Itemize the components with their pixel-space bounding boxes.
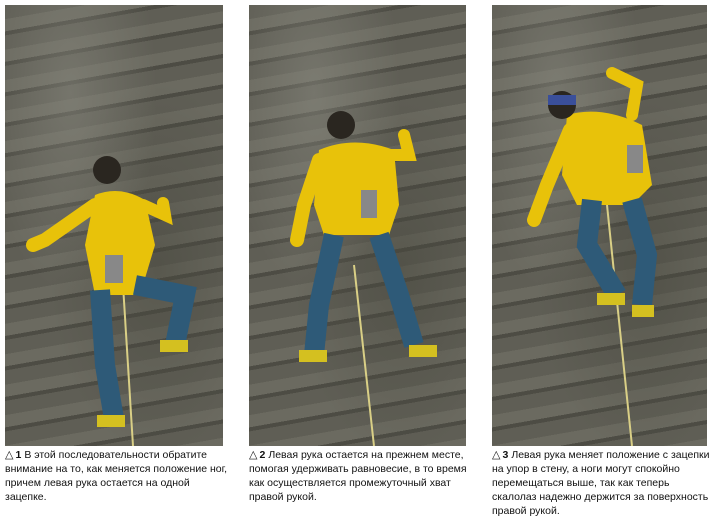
caption-number: 1: [15, 449, 22, 461]
climber-figure: [492, 5, 707, 446]
caption-text: Левая рука остается на прежнем месте, помогая удерживать равновесие, в то время как осуществляется промежуточный хват правой рукой.: [249, 449, 467, 503]
caption-2: [249, 448, 479, 504]
caption-number: 2: [259, 449, 266, 461]
climbing-photo-2: [249, 5, 466, 446]
triangle-icon: △: [5, 449, 14, 461]
caption-number: 3: [502, 449, 509, 461]
climbing-photo-3: [492, 5, 707, 446]
triangle-icon: △: [492, 449, 501, 461]
climbing-photo-1: [5, 5, 223, 446]
triangle-icon: △: [249, 449, 258, 461]
caption-1: [5, 448, 230, 504]
climber-figure: [249, 5, 466, 446]
climber-figure: [5, 5, 223, 446]
caption-text: на то, как меняется положение ног, причем левая рука остается на одной зацепке.: [5, 463, 228, 503]
caption-text: Левая рука меняет положение с зацепки на упор в стену, а ноги могут спокойно перемещаться выше, так как теперь скалолаз надежно держится за поверхность правой рукой.: [492, 449, 710, 517]
caption-lead: В этой последовательности обратите внимание: [5, 449, 207, 475]
